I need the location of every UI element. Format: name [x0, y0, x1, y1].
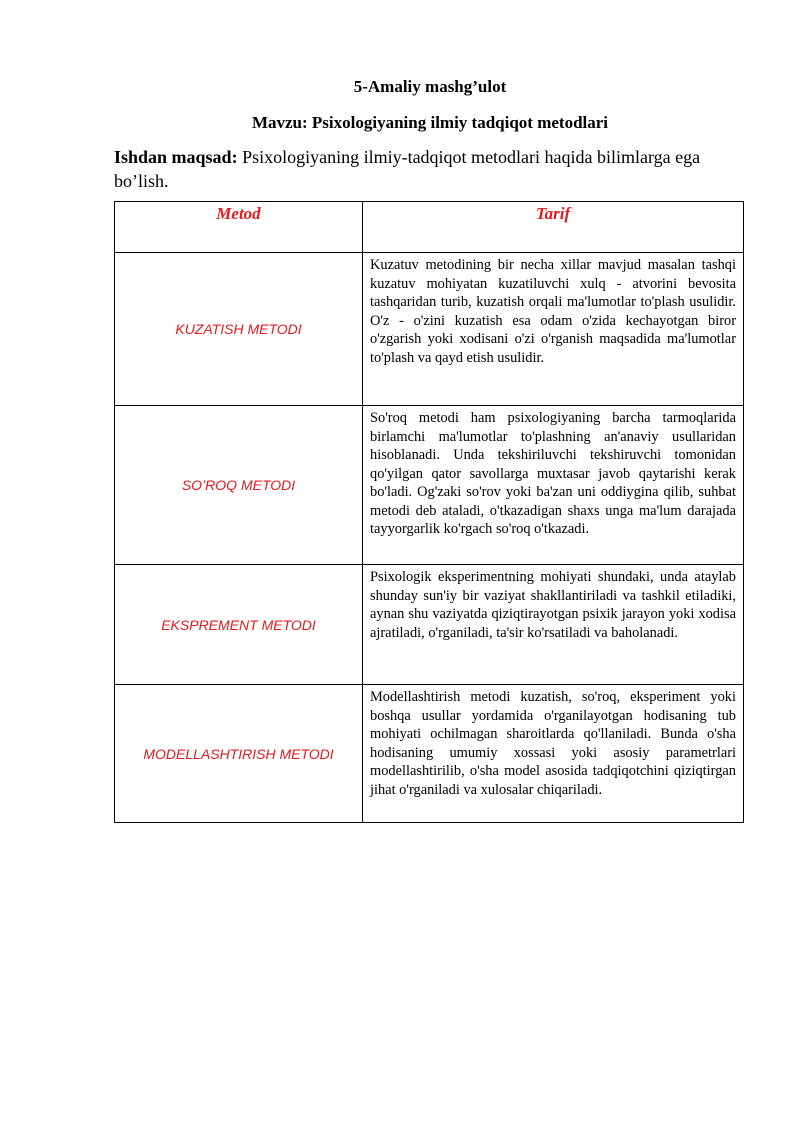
header-definition: Tarif — [363, 202, 744, 253]
document-title: 5-Amaliy mashg’ulot — [353, 77, 507, 96]
method-description: Psixologik eksperimentning mohiyati shundaki, unda ataylab shunday sun'iy bir vaziyat shakllantiriladi va tashkil etiladiki, aynan shu vaziyatda qiziqtirayotgan psixik jarayon yoki xodisa ajratiladi, o'rganiladi, ta'sir ko'rsatiladi va baholanadi. — [363, 565, 744, 685]
method-name: KUZATISH METODI — [115, 253, 363, 406]
method-description: So'roq metodi ham psixologiyaning barcha tarmoqlarida birlamchi ma'lumotlar to'plashning an'anaviy usullaridan hisoblanadi. Unda tekshiriluvchi tekshiruvchi tomonidan qo'yilgan qator savollarga muxtasar javob qaytarishi kerak bo'ladi. Og'zaki so'rov yoki ba'zan uni oddiygina qilib, suhbat metodi deb ataladi, o'tkazadigan shaxs unga ma'lum darajada tayyorgarlik ko'rgach so'roq o'tkazadi. — [363, 406, 744, 565]
table-header-row — [115, 202, 744, 253]
method-name: MODELLASHTIRISH METODI — [115, 685, 363, 823]
table-row — [115, 685, 744, 823]
method-name: SO’ROQ METODI — [115, 406, 363, 565]
goal-paragraph — [114, 145, 744, 193]
method-description: Kuzatuv metodining bir necha xillar mavjud masalan tashqi kuzatuv mohiyatan kuzatiluvchi xulq - atvorini bevosita tashqaridan turib, kuzatish orqali ma'lumotlar to'plash usulidir. O'z - o'zini kuzatish esa odam o'zida kechayotgan biror o'zgarish yoki xodisani o'zi o'rganish maqsadida ma'lumotlar to'plash va qayd etish usulidir. — [363, 253, 744, 406]
table-row — [115, 565, 744, 685]
table-row — [115, 253, 744, 406]
goal-text: Psixologiyaning ilmiy-tadqiqot metodlari haqida bilimlarga ega bo’lish. — [114, 147, 701, 191]
table-row — [115, 406, 744, 565]
document-subtitle: Mavzu: Psixologiyaning ilmiy tadqiqot metodlari — [251, 113, 609, 132]
method-description: Modellashtirish metodi kuzatish, so'roq, eksperiment yoki boshqa usullar yordamida o'rganilayotgan hodisaning tub mohiyati ochilmagan sharoitlarda qo'llaniladi. Bunda o'sha hodisaning umumiy xossasi yoki asosiy parametrlari modellashtirilib, o'sha model asosida tadqiqotchini qiziqtirgan jihat o'rganiladi va xulosalar chiqariladi. — [363, 685, 744, 823]
method-name: EKSPREMENT METODI — [115, 565, 363, 685]
methods-table — [114, 201, 744, 823]
header-method: Metod — [115, 202, 363, 253]
goal-label: Ishdan maqsad: — [114, 147, 238, 167]
